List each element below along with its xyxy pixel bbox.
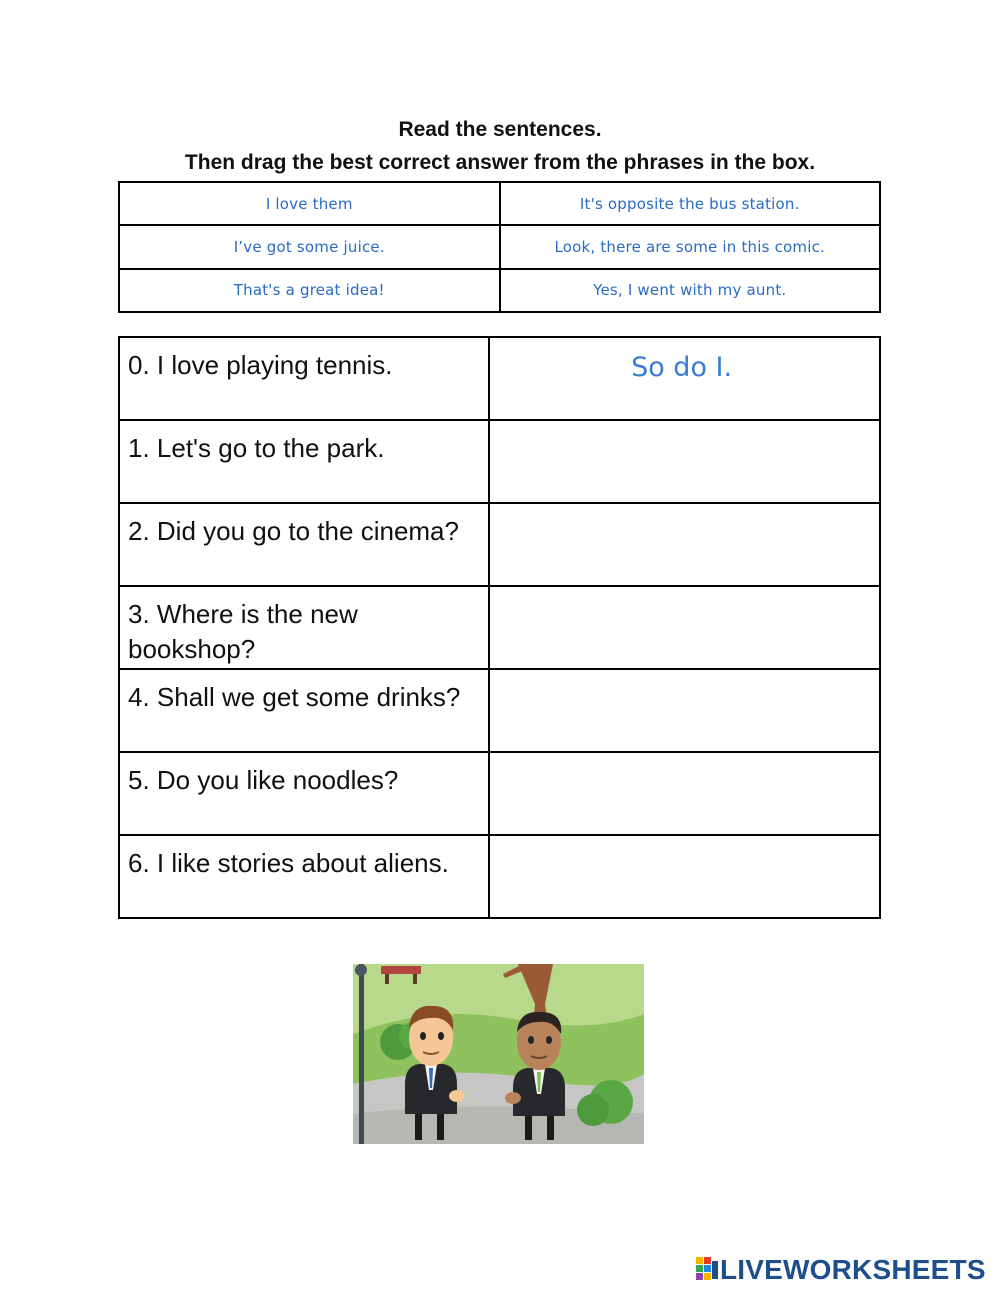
question-answer-table [118,336,881,919]
answer-drop-zone[interactable] [489,503,880,586]
phrase-option[interactable]: Look, there are some in this comic. [500,225,881,268]
phrase-box [118,181,881,313]
answer-drop-zone[interactable] [489,669,880,752]
phrase-row [119,182,880,225]
question-row [119,337,880,420]
question-row [119,420,880,503]
brand-name: LIVEWORKSHEETS [720,1254,986,1285]
phrase-row [119,269,880,312]
answer-drop-zone[interactable] [489,586,880,669]
phrase-option[interactable]: That's a great idea! [119,269,500,312]
question-text: 4. Shall we get some drinks? [119,669,489,752]
illustration-businessmen-handshake [353,964,644,1144]
question-text: 3. Where is the new bookshop? [119,586,489,669]
liveworksheets-logo [696,1254,986,1286]
question-text: 5. Do you like noodles? [119,752,489,835]
answer-text: So do I. [631,352,733,383]
handshake-illustration-icon [353,964,644,1144]
question-text: 2. Did you go to the cinema? [119,503,489,586]
question-text: 6. I like stories about aliens. [119,835,489,918]
question-row [119,503,880,586]
question-row [119,586,880,669]
phrase-option[interactable]: It's opposite the bus station. [500,182,881,225]
answer-drop-zone[interactable] [489,752,880,835]
question-row [119,835,880,918]
answer-drop-zone[interactable] [489,835,880,918]
phrase-option[interactable]: Yes, I went with my aunt. [500,269,881,312]
instruction-title: Read the sentences. [398,118,602,141]
answer-drop-zone[interactable] [489,337,880,420]
question-row [119,669,880,752]
answer-drop-zone[interactable] [489,420,880,503]
instruction-subtitle: Then drag the best correct answer from the phrases in the box. [184,151,816,174]
question-row [119,752,880,835]
phrase-option[interactable]: I love them [119,182,500,225]
question-text: 1. Let's go to the park. [119,420,489,503]
liveworksheets-logo-icon [696,1257,720,1283]
phrase-row [119,225,880,268]
question-text: 0. I love playing tennis. [119,337,489,420]
phrase-option[interactable]: I’ve got some juice. [119,225,500,268]
